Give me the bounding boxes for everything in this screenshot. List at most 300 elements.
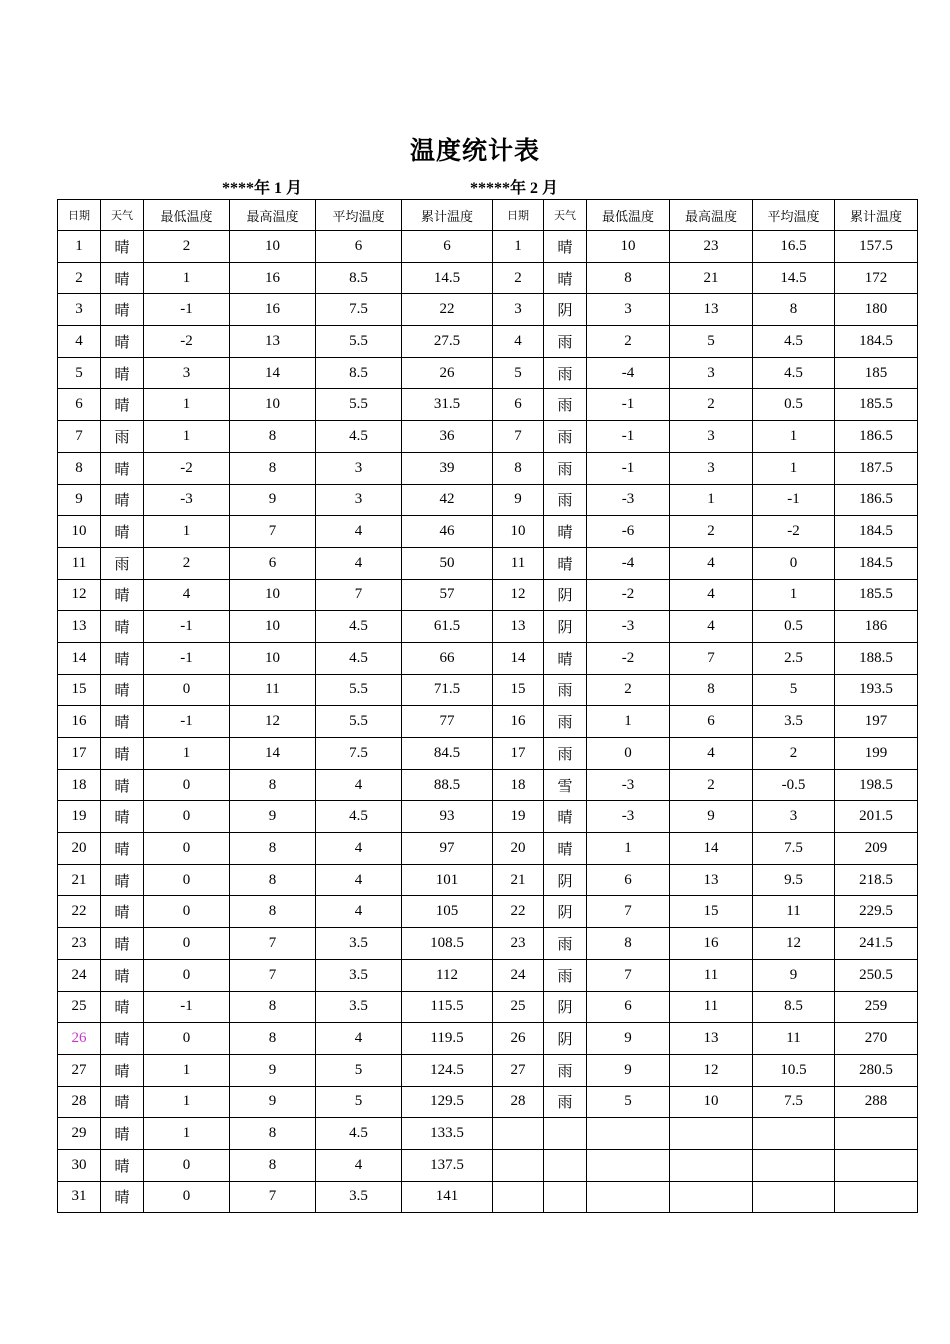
jan-min-cell: -1 <box>144 991 230 1023</box>
jan-min-cell: 0 <box>144 1181 230 1213</box>
jan-cum-cell: 129.5 <box>402 1086 493 1118</box>
table-row <box>58 1023 918 1055</box>
feb-max-cell <box>670 1181 753 1213</box>
feb-avg-cell: -0.5 <box>753 769 835 801</box>
jan-min-cell: 2 <box>144 547 230 579</box>
jan-date-cell: 3 <box>58 294 101 326</box>
jan-date-cell: 9 <box>58 484 101 516</box>
jan-weather-cell: 晴 <box>101 833 144 865</box>
jan-avg-cell: 5.5 <box>316 326 402 358</box>
jan-cum-cell: 137.5 <box>402 1149 493 1181</box>
table-row <box>58 611 918 643</box>
jan-min-cell: 1 <box>144 1118 230 1150</box>
header-min-feb: 最低温度 <box>587 200 670 231</box>
feb-cum-cell: 288 <box>835 1086 918 1118</box>
header-date-jan: 日期 <box>58 200 101 231</box>
jan-min-cell: 0 <box>144 959 230 991</box>
jan-cum-cell: 141 <box>402 1181 493 1213</box>
jan-weather-cell: 晴 <box>101 1181 144 1213</box>
feb-max-cell: 4 <box>670 547 753 579</box>
jan-date-cell: 21 <box>58 864 101 896</box>
jan-date-cell: 20 <box>58 833 101 865</box>
feb-min-cell <box>587 1149 670 1181</box>
table-row <box>58 1181 918 1213</box>
feb-min-cell: 1 <box>587 833 670 865</box>
jan-max-cell: 8 <box>230 1149 316 1181</box>
table-row <box>58 864 918 896</box>
feb-max-cell: 13 <box>670 294 753 326</box>
feb-date-cell: 14 <box>493 642 544 674</box>
jan-max-cell: 10 <box>230 611 316 643</box>
jan-min-cell: 0 <box>144 833 230 865</box>
jan-avg-cell: 3 <box>316 484 402 516</box>
jan-weather-cell: 雨 <box>101 421 144 453</box>
table-row <box>58 389 918 421</box>
feb-max-cell: 11 <box>670 959 753 991</box>
feb-max-cell: 1 <box>670 484 753 516</box>
jan-date-cell: 2 <box>58 262 101 294</box>
jan-weather-cell: 晴 <box>101 769 144 801</box>
feb-max-cell: 15 <box>670 896 753 928</box>
feb-max-cell: 5 <box>670 326 753 358</box>
jan-avg-cell: 5.5 <box>316 706 402 738</box>
table-row <box>58 231 918 263</box>
feb-max-cell <box>670 1149 753 1181</box>
jan-weather-cell: 晴 <box>101 928 144 960</box>
jan-max-cell: 9 <box>230 1086 316 1118</box>
feb-cum-cell: 188.5 <box>835 642 918 674</box>
header-row <box>58 200 918 231</box>
table-row <box>58 579 918 611</box>
jan-date-cell: 23 <box>58 928 101 960</box>
feb-cum-cell: 197 <box>835 706 918 738</box>
feb-cum-cell: 185.5 <box>835 389 918 421</box>
feb-min-cell: 9 <box>587 1023 670 1055</box>
feb-cum-cell: 184.5 <box>835 516 918 548</box>
feb-avg-cell <box>753 1181 835 1213</box>
table-row <box>58 421 918 453</box>
header-max-jan: 最高温度 <box>230 200 316 231</box>
feb-max-cell: 2 <box>670 516 753 548</box>
feb-max-cell: 2 <box>670 769 753 801</box>
feb-avg-cell: 3.5 <box>753 706 835 738</box>
feb-max-cell: 9 <box>670 801 753 833</box>
feb-cum-cell: 187.5 <box>835 452 918 484</box>
feb-avg-cell: 8.5 <box>753 991 835 1023</box>
jan-avg-cell: 4.5 <box>316 611 402 643</box>
jan-max-cell: 9 <box>230 1054 316 1086</box>
feb-avg-cell: 16.5 <box>753 231 835 263</box>
jan-cum-cell: 93 <box>402 801 493 833</box>
jan-max-cell: 11 <box>230 674 316 706</box>
jan-weather-cell: 晴 <box>101 642 144 674</box>
feb-weather-cell: 雨 <box>544 484 587 516</box>
feb-avg-cell <box>753 1149 835 1181</box>
header-min-jan: 最低温度 <box>144 200 230 231</box>
feb-avg-cell: -2 <box>753 516 835 548</box>
jan-avg-cell: 5 <box>316 1054 402 1086</box>
feb-cum-cell: 209 <box>835 833 918 865</box>
jan-min-cell: 1 <box>144 421 230 453</box>
jan-date-cell: 28 <box>58 1086 101 1118</box>
jan-cum-cell: 119.5 <box>402 1023 493 1055</box>
jan-max-cell: 8 <box>230 769 316 801</box>
feb-min-cell: 8 <box>587 928 670 960</box>
table-row <box>58 452 918 484</box>
jan-weather-cell: 晴 <box>101 611 144 643</box>
feb-min-cell: 2 <box>587 326 670 358</box>
table-row <box>58 833 918 865</box>
jan-min-cell: 0 <box>144 674 230 706</box>
feb-cum-cell: 250.5 <box>835 959 918 991</box>
jan-date-cell: 17 <box>58 738 101 770</box>
jan-avg-cell: 5 <box>316 1086 402 1118</box>
feb-cum-cell: 280.5 <box>835 1054 918 1086</box>
jan-min-cell: -2 <box>144 452 230 484</box>
feb-cum-cell: 180 <box>835 294 918 326</box>
page-title: 温度统计表 <box>409 138 540 165</box>
feb-avg-cell: 3 <box>753 801 835 833</box>
jan-date-cell: 10 <box>58 516 101 548</box>
feb-avg-cell: 0.5 <box>753 611 835 643</box>
jan-date-cell: 7 <box>58 421 101 453</box>
feb-max-cell: 3 <box>670 357 753 389</box>
header-max-feb: 最高温度 <box>670 200 753 231</box>
feb-weather-cell: 雨 <box>544 674 587 706</box>
table-row <box>58 801 918 833</box>
feb-cum-cell: 157.5 <box>835 231 918 263</box>
jan-weather-cell: 晴 <box>101 1086 144 1118</box>
jan-avg-cell: 8.5 <box>316 357 402 389</box>
jan-date-cell: 27 <box>58 1054 101 1086</box>
jan-avg-cell: 5.5 <box>316 674 402 706</box>
feb-min-cell: -2 <box>587 642 670 674</box>
feb-weather-cell: 阴 <box>544 991 587 1023</box>
jan-date-cell: 24 <box>58 959 101 991</box>
jan-date-cell: 25 <box>58 991 101 1023</box>
jan-max-cell: 10 <box>230 389 316 421</box>
feb-max-cell: 4 <box>670 738 753 770</box>
jan-cum-cell: 66 <box>402 642 493 674</box>
jan-max-cell: 8 <box>230 833 316 865</box>
jan-min-cell: 0 <box>144 1023 230 1055</box>
table-row <box>58 769 918 801</box>
jan-max-cell: 8 <box>230 452 316 484</box>
jan-date-cell: 1 <box>58 231 101 263</box>
table-row <box>58 706 918 738</box>
jan-min-cell: -3 <box>144 484 230 516</box>
feb-date-cell: 12 <box>493 579 544 611</box>
feb-cum-cell <box>835 1149 918 1181</box>
jan-avg-cell: 6 <box>316 231 402 263</box>
jan-cum-cell: 77 <box>402 706 493 738</box>
jan-weather-cell: 晴 <box>101 294 144 326</box>
feb-min-cell: -3 <box>587 769 670 801</box>
feb-min-cell: -3 <box>587 611 670 643</box>
jan-weather-cell: 晴 <box>101 516 144 548</box>
feb-avg-cell: 11 <box>753 1023 835 1055</box>
table-row <box>58 896 918 928</box>
jan-cum-cell: 36 <box>402 421 493 453</box>
feb-min-cell: 1 <box>587 706 670 738</box>
feb-date-cell: 20 <box>493 833 544 865</box>
header-date-feb: 日期 <box>493 200 544 231</box>
feb-weather-cell: 雨 <box>544 452 587 484</box>
feb-max-cell: 14 <box>670 833 753 865</box>
jan-date-cell: 19 <box>58 801 101 833</box>
feb-max-cell: 16 <box>670 928 753 960</box>
jan-min-cell: -1 <box>144 706 230 738</box>
feb-avg-cell: 10.5 <box>753 1054 835 1086</box>
jan-min-cell: 0 <box>144 896 230 928</box>
feb-cum-cell: 184.5 <box>835 547 918 579</box>
jan-cum-cell: 22 <box>402 294 493 326</box>
jan-date-cell: 30 <box>58 1149 101 1181</box>
jan-weather-cell: 晴 <box>101 1118 144 1150</box>
feb-avg-cell: 4.5 <box>753 326 835 358</box>
jan-avg-cell: 8.5 <box>316 262 402 294</box>
feb-date-cell: 25 <box>493 991 544 1023</box>
feb-date-cell: 1 <box>493 231 544 263</box>
jan-date-cell: 16 <box>58 706 101 738</box>
feb-weather-cell: 阴 <box>544 579 587 611</box>
table-row <box>58 674 918 706</box>
jan-min-cell: 0 <box>144 1149 230 1181</box>
month-label-feb: *****年 2 月 <box>470 180 559 197</box>
feb-weather-cell: 雨 <box>544 421 587 453</box>
feb-max-cell: 3 <box>670 421 753 453</box>
jan-max-cell: 12 <box>230 706 316 738</box>
jan-weather-cell: 晴 <box>101 262 144 294</box>
feb-min-cell: 10 <box>587 231 670 263</box>
feb-min-cell <box>587 1118 670 1150</box>
jan-min-cell: 1 <box>144 1086 230 1118</box>
jan-date-cell: 22 <box>58 896 101 928</box>
jan-avg-cell: 3.5 <box>316 1181 402 1213</box>
feb-date-cell: 17 <box>493 738 544 770</box>
feb-avg-cell: 0.5 <box>753 389 835 421</box>
jan-cum-cell: 71.5 <box>402 674 493 706</box>
jan-cum-cell: 31.5 <box>402 389 493 421</box>
feb-date-cell: 2 <box>493 262 544 294</box>
jan-max-cell: 14 <box>230 357 316 389</box>
jan-max-cell: 10 <box>230 231 316 263</box>
jan-max-cell: 9 <box>230 484 316 516</box>
jan-weather-cell: 晴 <box>101 231 144 263</box>
jan-cum-cell: 97 <box>402 833 493 865</box>
table-row <box>58 484 918 516</box>
feb-min-cell: 6 <box>587 864 670 896</box>
jan-min-cell: 0 <box>144 769 230 801</box>
feb-date-cell: 16 <box>493 706 544 738</box>
jan-avg-cell: 4.5 <box>316 1118 402 1150</box>
feb-max-cell: 3 <box>670 452 753 484</box>
feb-weather-cell: 雨 <box>544 357 587 389</box>
feb-weather-cell: 阴 <box>544 611 587 643</box>
feb-weather-cell: 雨 <box>544 1054 587 1086</box>
feb-max-cell: 13 <box>670 864 753 896</box>
jan-date-cell: 4 <box>58 326 101 358</box>
table-row <box>58 738 918 770</box>
feb-date-cell: 11 <box>493 547 544 579</box>
feb-avg-cell: 5 <box>753 674 835 706</box>
jan-cum-cell: 42 <box>402 484 493 516</box>
feb-max-cell: 10 <box>670 1086 753 1118</box>
feb-cum-cell: 201.5 <box>835 801 918 833</box>
feb-max-cell: 2 <box>670 389 753 421</box>
feb-cum-cell: 199 <box>835 738 918 770</box>
jan-weather-cell: 晴 <box>101 389 144 421</box>
jan-min-cell: 1 <box>144 516 230 548</box>
feb-weather-cell <box>544 1149 587 1181</box>
feb-weather-cell: 雨 <box>544 959 587 991</box>
jan-cum-cell: 50 <box>402 547 493 579</box>
feb-cum-cell: 185.5 <box>835 579 918 611</box>
jan-min-cell: -1 <box>144 294 230 326</box>
jan-min-cell: -1 <box>144 611 230 643</box>
jan-min-cell: 1 <box>144 389 230 421</box>
jan-weather-cell: 晴 <box>101 484 144 516</box>
feb-date-cell: 26 <box>493 1023 544 1055</box>
jan-cum-cell: 133.5 <box>402 1118 493 1150</box>
feb-weather-cell: 阴 <box>544 864 587 896</box>
feb-weather-cell: 雨 <box>544 326 587 358</box>
feb-weather-cell: 晴 <box>544 516 587 548</box>
jan-cum-cell: 88.5 <box>402 769 493 801</box>
jan-weather-cell: 晴 <box>101 1054 144 1086</box>
jan-cum-cell: 84.5 <box>402 738 493 770</box>
jan-date-cell: 29 <box>58 1118 101 1150</box>
header-avg-jan: 平均温度 <box>316 200 402 231</box>
feb-cum-cell: 198.5 <box>835 769 918 801</box>
feb-min-cell: 7 <box>587 959 670 991</box>
jan-max-cell: 7 <box>230 959 316 991</box>
jan-weather-cell: 雨 <box>101 547 144 579</box>
feb-max-cell: 21 <box>670 262 753 294</box>
jan-cum-cell: 115.5 <box>402 991 493 1023</box>
jan-max-cell: 8 <box>230 1118 316 1150</box>
jan-avg-cell: 4.5 <box>316 642 402 674</box>
jan-weather-cell: 晴 <box>101 738 144 770</box>
feb-date-cell: 3 <box>493 294 544 326</box>
jan-avg-cell: 7.5 <box>316 738 402 770</box>
feb-min-cell: -6 <box>587 516 670 548</box>
jan-weather-cell: 晴 <box>101 1149 144 1181</box>
feb-cum-cell: 172 <box>835 262 918 294</box>
feb-avg-cell: 0 <box>753 547 835 579</box>
feb-cum-cell: 229.5 <box>835 896 918 928</box>
feb-weather-cell: 雨 <box>544 389 587 421</box>
jan-weather-cell: 晴 <box>101 991 144 1023</box>
feb-date-cell: 23 <box>493 928 544 960</box>
jan-avg-cell: 4 <box>316 769 402 801</box>
feb-weather-cell: 雨 <box>544 706 587 738</box>
jan-avg-cell: 5.5 <box>316 389 402 421</box>
feb-date-cell: 27 <box>493 1054 544 1086</box>
feb-max-cell: 23 <box>670 231 753 263</box>
feb-cum-cell: 270 <box>835 1023 918 1055</box>
feb-min-cell: -1 <box>587 421 670 453</box>
feb-date-cell <box>493 1181 544 1213</box>
table-row <box>58 262 918 294</box>
feb-avg-cell: 1 <box>753 452 835 484</box>
jan-date-cell: 11 <box>58 547 101 579</box>
feb-date-cell <box>493 1149 544 1181</box>
jan-date-cell: 14 <box>58 642 101 674</box>
feb-weather-cell: 阴 <box>544 896 587 928</box>
feb-weather-cell: 晴 <box>544 231 587 263</box>
jan-cum-cell: 39 <box>402 452 493 484</box>
feb-min-cell: 7 <box>587 896 670 928</box>
feb-date-cell: 24 <box>493 959 544 991</box>
feb-date-cell: 15 <box>493 674 544 706</box>
header-weather-feb: 天气 <box>544 200 587 231</box>
feb-date-cell: 4 <box>493 326 544 358</box>
jan-max-cell: 10 <box>230 579 316 611</box>
jan-avg-cell: 4 <box>316 547 402 579</box>
feb-avg-cell: 4.5 <box>753 357 835 389</box>
feb-min-cell: 3 <box>587 294 670 326</box>
jan-max-cell: 8 <box>230 896 316 928</box>
feb-avg-cell: 1 <box>753 421 835 453</box>
jan-date-cell: 6 <box>58 389 101 421</box>
jan-min-cell: 0 <box>144 864 230 896</box>
jan-date-cell: 13 <box>58 611 101 643</box>
feb-date-cell: 8 <box>493 452 544 484</box>
feb-weather-cell <box>544 1181 587 1213</box>
jan-cum-cell: 27.5 <box>402 326 493 358</box>
jan-avg-cell: 4 <box>316 833 402 865</box>
feb-weather-cell: 雨 <box>544 1086 587 1118</box>
feb-cum-cell: 241.5 <box>835 928 918 960</box>
jan-cum-cell: 101 <box>402 864 493 896</box>
feb-avg-cell: 1 <box>753 579 835 611</box>
jan-weather-cell: 晴 <box>101 706 144 738</box>
jan-weather-cell: 晴 <box>101 326 144 358</box>
jan-max-cell: 10 <box>230 642 316 674</box>
feb-weather-cell: 晴 <box>544 801 587 833</box>
jan-min-cell: 0 <box>144 801 230 833</box>
header-avg-feb: 平均温度 <box>753 200 835 231</box>
feb-min-cell: -4 <box>587 547 670 579</box>
feb-date-cell: 7 <box>493 421 544 453</box>
jan-max-cell: 16 <box>230 294 316 326</box>
feb-avg-cell: -1 <box>753 484 835 516</box>
table-row <box>58 294 918 326</box>
feb-max-cell: 8 <box>670 674 753 706</box>
jan-cum-cell: 124.5 <box>402 1054 493 1086</box>
feb-max-cell: 7 <box>670 642 753 674</box>
jan-max-cell: 8 <box>230 421 316 453</box>
jan-min-cell: 1 <box>144 262 230 294</box>
feb-min-cell: -1 <box>587 452 670 484</box>
jan-cum-cell: 6 <box>402 231 493 263</box>
feb-max-cell: 4 <box>670 579 753 611</box>
jan-min-cell: 4 <box>144 579 230 611</box>
feb-cum-cell: 185 <box>835 357 918 389</box>
jan-cum-cell: 14.5 <box>402 262 493 294</box>
feb-min-cell: 5 <box>587 1086 670 1118</box>
feb-date-cell: 19 <box>493 801 544 833</box>
feb-cum-cell <box>835 1118 918 1150</box>
feb-min-cell: -1 <box>587 389 670 421</box>
jan-min-cell: 1 <box>144 738 230 770</box>
feb-min-cell: 6 <box>587 991 670 1023</box>
jan-weather-cell: 晴 <box>101 674 144 706</box>
jan-weather-cell: 晴 <box>101 896 144 928</box>
table-row <box>58 1149 918 1181</box>
feb-avg-cell: 7.5 <box>753 833 835 865</box>
